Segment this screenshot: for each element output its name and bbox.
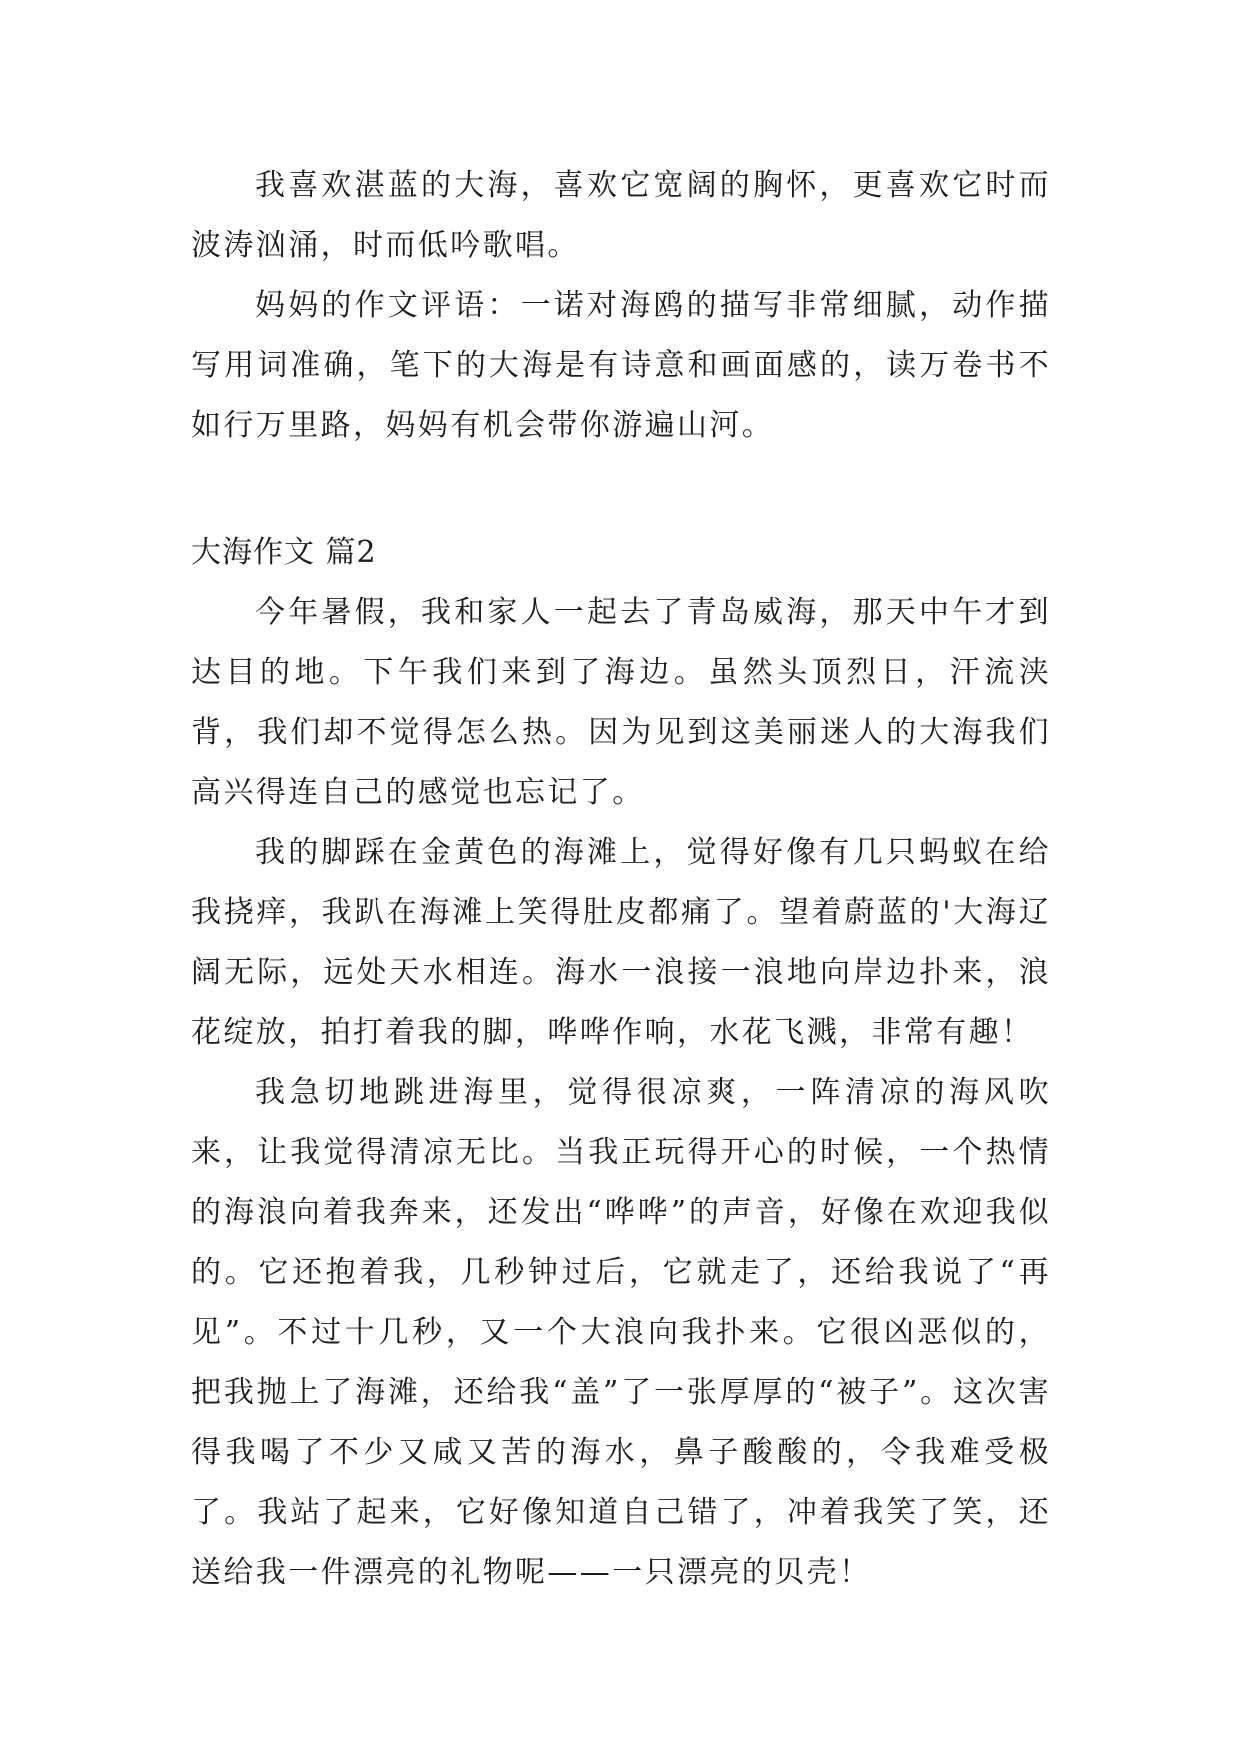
- document-body: [191, 156, 1051, 1603]
- paragraph: 妈妈的作文评语：一诺对海鸥的描写非常细腻，动作描写用词准确，笔下的大海是有诗意和画面感的，读万卷书不如行万里路，妈妈有机会带你游遍山河。: [191, 288, 1051, 443]
- paragraph: 我的脚踩在金黄色的海滩上，觉得好像有几只蚂蚁在给我挠痒，我趴在海滩上笑得肚皮都痛了。望着蔚蓝的'大海辽阔无际，远处天水相连。海水一浪接一浪地向岸边扑来，浪花绽放，拍打着我的脚，哗哗作响，水花飞溅，非常有趣！: [191, 835, 1051, 1050]
- paragraph: 我急切地跳进海里，觉得很凉爽，一阵清凉的海风吹来，让我觉得清凉无比。当我正玩得开心的时候，一个热情的海浪向着我奔来，还发出“哗哗”的声音，好像在欢迎我似的。它还抱着我，几秒钟过后，它就走了，还给我说了“再见”。不过十几秒，又一个大浪向我扑来。它很凶恶似的，把我抛上了海滩，还给我“盖”了一张厚厚的“被子”。这次害得我喝了不少又咸又苦的海水，鼻子酸酸的，令我难受极了。我站了起来，它好像知道自己错了，冲着我笑了笑，还送给我一件漂亮的礼物呢——一只漂亮的贝壳！: [191, 1075, 1051, 1590]
- paragraph: 今年暑假，我和家人一起去了青岛威海，那天中午才到达目的地。下午我们来到了海边。虽然头顶烈日，汗流浃背，我们却不觉得怎么热。因为见到这美丽迷人的大海我们高兴得连自己的感觉也忘记了。: [191, 595, 1051, 810]
- paragraph: 我喜欢湛蓝的大海，喜欢它宽阔的胸怀，更喜欢它时而波涛汹涌，时而低吟歌唱。: [191, 168, 1051, 263]
- section-heading: 大海作文 篇2: [191, 535, 377, 570]
